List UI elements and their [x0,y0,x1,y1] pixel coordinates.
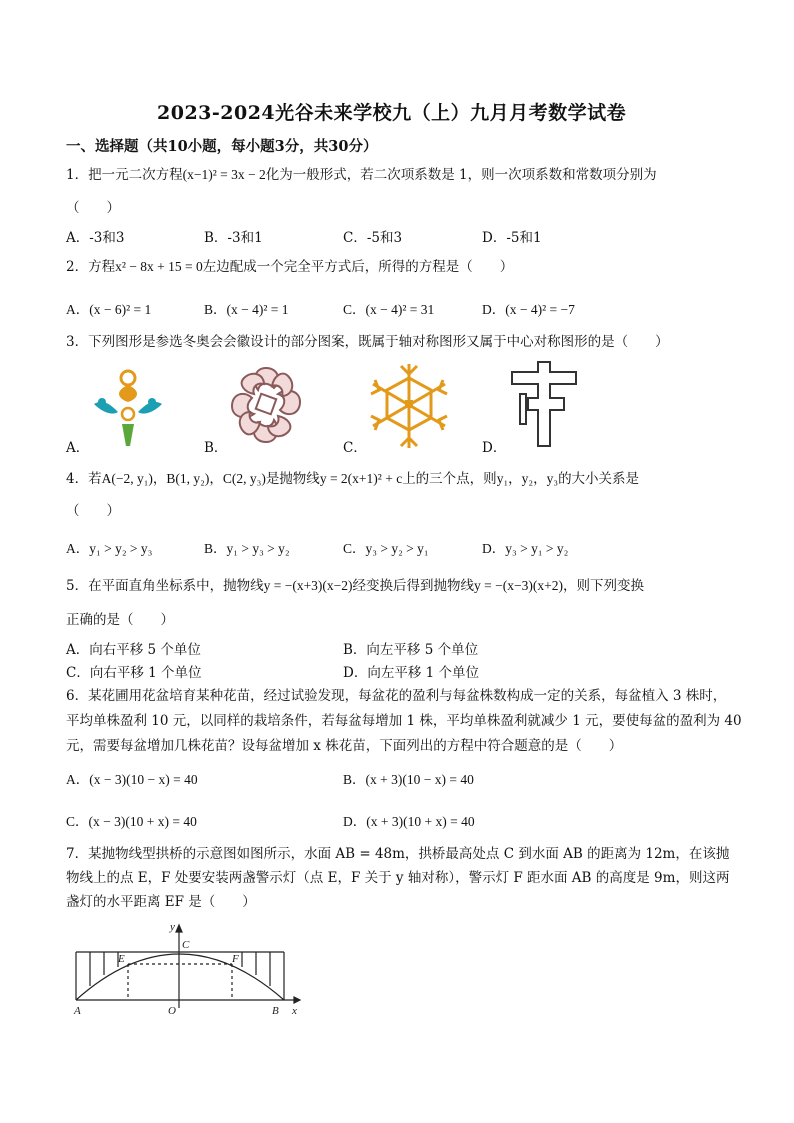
q1-equation: (x−1)² = 3x − 2 [182,167,266,182]
q6-line2: 平均单株盈利 10 元，以同样的栽培条件，若每盆每增加 1 株，平均单株盈利就减少 1 元，要使每盆的盈利为 40 [66,713,742,729]
q2-equation: x² − 8x + 15 = 0 [115,259,203,274]
q3-stem: 3．下列图形是参选冬奥会会徽设计的部分图案，既属于轴对称图形又属于中心对称图形的是（ ） [66,334,669,350]
q3-option-a-label[interactable]: A． [66,440,90,456]
q5-option-b[interactable]: B．向左平移 5 个单位 [343,642,479,658]
q6-option-c[interactable]: C．(x − 3)(10 + x) = 40 [66,814,197,829]
q4-option-b[interactable]: B．y₁ > y₃ > y₂ [204,541,290,556]
q5-equation-2: y = −(x−3)(x+2) [474,578,563,593]
q3-option-b-label[interactable]: B． [204,440,228,456]
q4-option-c[interactable]: C．y₃ > y₂ > y₁ [343,541,429,556]
emblem-figure-d [506,358,580,450]
q7-line1: 7．某抛物线型拱桥的示意图如图所示，水面 AB = 48m，拱桥最高处点 C 到水面 AB 的距离为 12m，在该抛 [66,846,730,862]
q4-points: A(−2, y₁)，B(1, y₂)，C(2, y₃) [101,471,266,486]
q5-option-d[interactable]: D．向左平移 1 个单位 [343,665,479,681]
label-f: F [232,953,239,965]
paper-title: 2023-2024光谷未来学校九（上）九月月考数学试卷 [157,102,627,124]
label-c: C [182,939,190,951]
q2-stem: 2．方程x² − 8x + 15 = 0左边配成一个完全平方式后，所得的方程是（ ） [66,259,514,275]
arch-parabola [76,954,284,1000]
emblem-figure-b [226,362,306,448]
q5-stem-line2: 正确的是（ ） [66,612,174,628]
q4-option-a[interactable]: A．y₁ > y₂ > y₃ [66,541,153,556]
q2-option-a[interactable]: A．(x − 6)² = 1 [66,302,152,317]
label-y: y [170,921,175,933]
q2-option-c[interactable]: C．(x − 4)² = 31 [343,302,435,317]
q6-option-d[interactable]: D．(x + 3)(10 + x) = 40 [343,814,475,829]
q1-option-d[interactable]: D．-5和1 [482,230,542,246]
label-x: x [292,1005,297,1017]
q2-option-b[interactable]: B．(x − 4)² = 1 [204,302,289,317]
q5-equation-1: y = −(x+3)(x−2) [263,578,353,593]
emblem-figure-a [88,366,164,450]
q7-line2: 物线上的点 E，F 处要安装两盏警示灯（点 E，F 关于 y 轴对称），警示灯 F 距水面 AB 的高度是 9m，则这两 [66,870,730,886]
q4-stem: 4．若A(−2, y₁)，B(1, y₂)，C(2, y₃)是抛物线y = 2(x+1)² + c上的三个点，则y₁，y₂，y₃的大小关系是 [66,471,640,487]
q1-paren: （ ） [66,200,120,216]
q5-stem: 5．在平面直角坐标系中，抛物线y = −(x+3)(x−2)经变换后得到抛物线y = −(x−3)(x+2)，则下列变换 [66,578,644,594]
q6-option-b[interactable]: B．(x + 3)(10 − x) = 40 [343,772,474,787]
q1-option-b[interactable]: B．-3和1 [204,230,263,246]
q5-option-a[interactable]: A．向右平移 5 个单位 [66,642,201,658]
emblem-figure-c [365,360,453,452]
q6-line1: 6．某花圃用花盆培育某种花苗，经过试验发现，每盆花的盈利与每盆株数构成一定的关系，每盆植入 3 株时， [66,688,727,704]
section-heading: 一、选择题（共10小题，每小题3分，共30分） [66,138,378,155]
label-a: A [74,1005,81,1017]
label-o: O [168,1005,176,1017]
q5-option-c[interactable]: C．向右平移 1 个单位 [66,665,202,681]
q3-option-d-label[interactable]: D． [482,440,507,456]
q4-option-d[interactable]: D．y₃ > y₁ > y₂ [482,541,569,556]
q1-stem: 1．把一元二次方程(x−1)² = 3x − 2化为一般形式，若二次项系数是 1，则一次项系数和常数项分别为 [66,167,657,183]
x-axis-arrow [294,997,300,1003]
y-axis-arrow [176,925,182,932]
q4-equation: y = 2(x+1)² + c [319,471,403,486]
q7-line3: 盏灯的水平距离 EF 是（ ） [66,894,256,910]
q2-option-d[interactable]: D．(x − 4)² = −7 [482,302,575,317]
q3-option-c-label[interactable]: C． [343,440,367,456]
label-b: B [272,1005,279,1017]
q6-line3: 元，需要每盆增加几株花苗？设每盆增加 x 株花苗，下面列出的方程中符合题意的是（ ） [66,738,623,754]
q1-option-a[interactable]: A．-3和3 [66,230,125,246]
arch-bridge-diagram [62,918,312,1022]
label-e: E [118,953,125,965]
q6-option-a[interactable]: A．(x − 3)(10 − x) = 40 [66,772,198,787]
q1-option-c[interactable]: C．-5和3 [343,230,403,246]
q4-paren: （ ） [66,503,120,519]
